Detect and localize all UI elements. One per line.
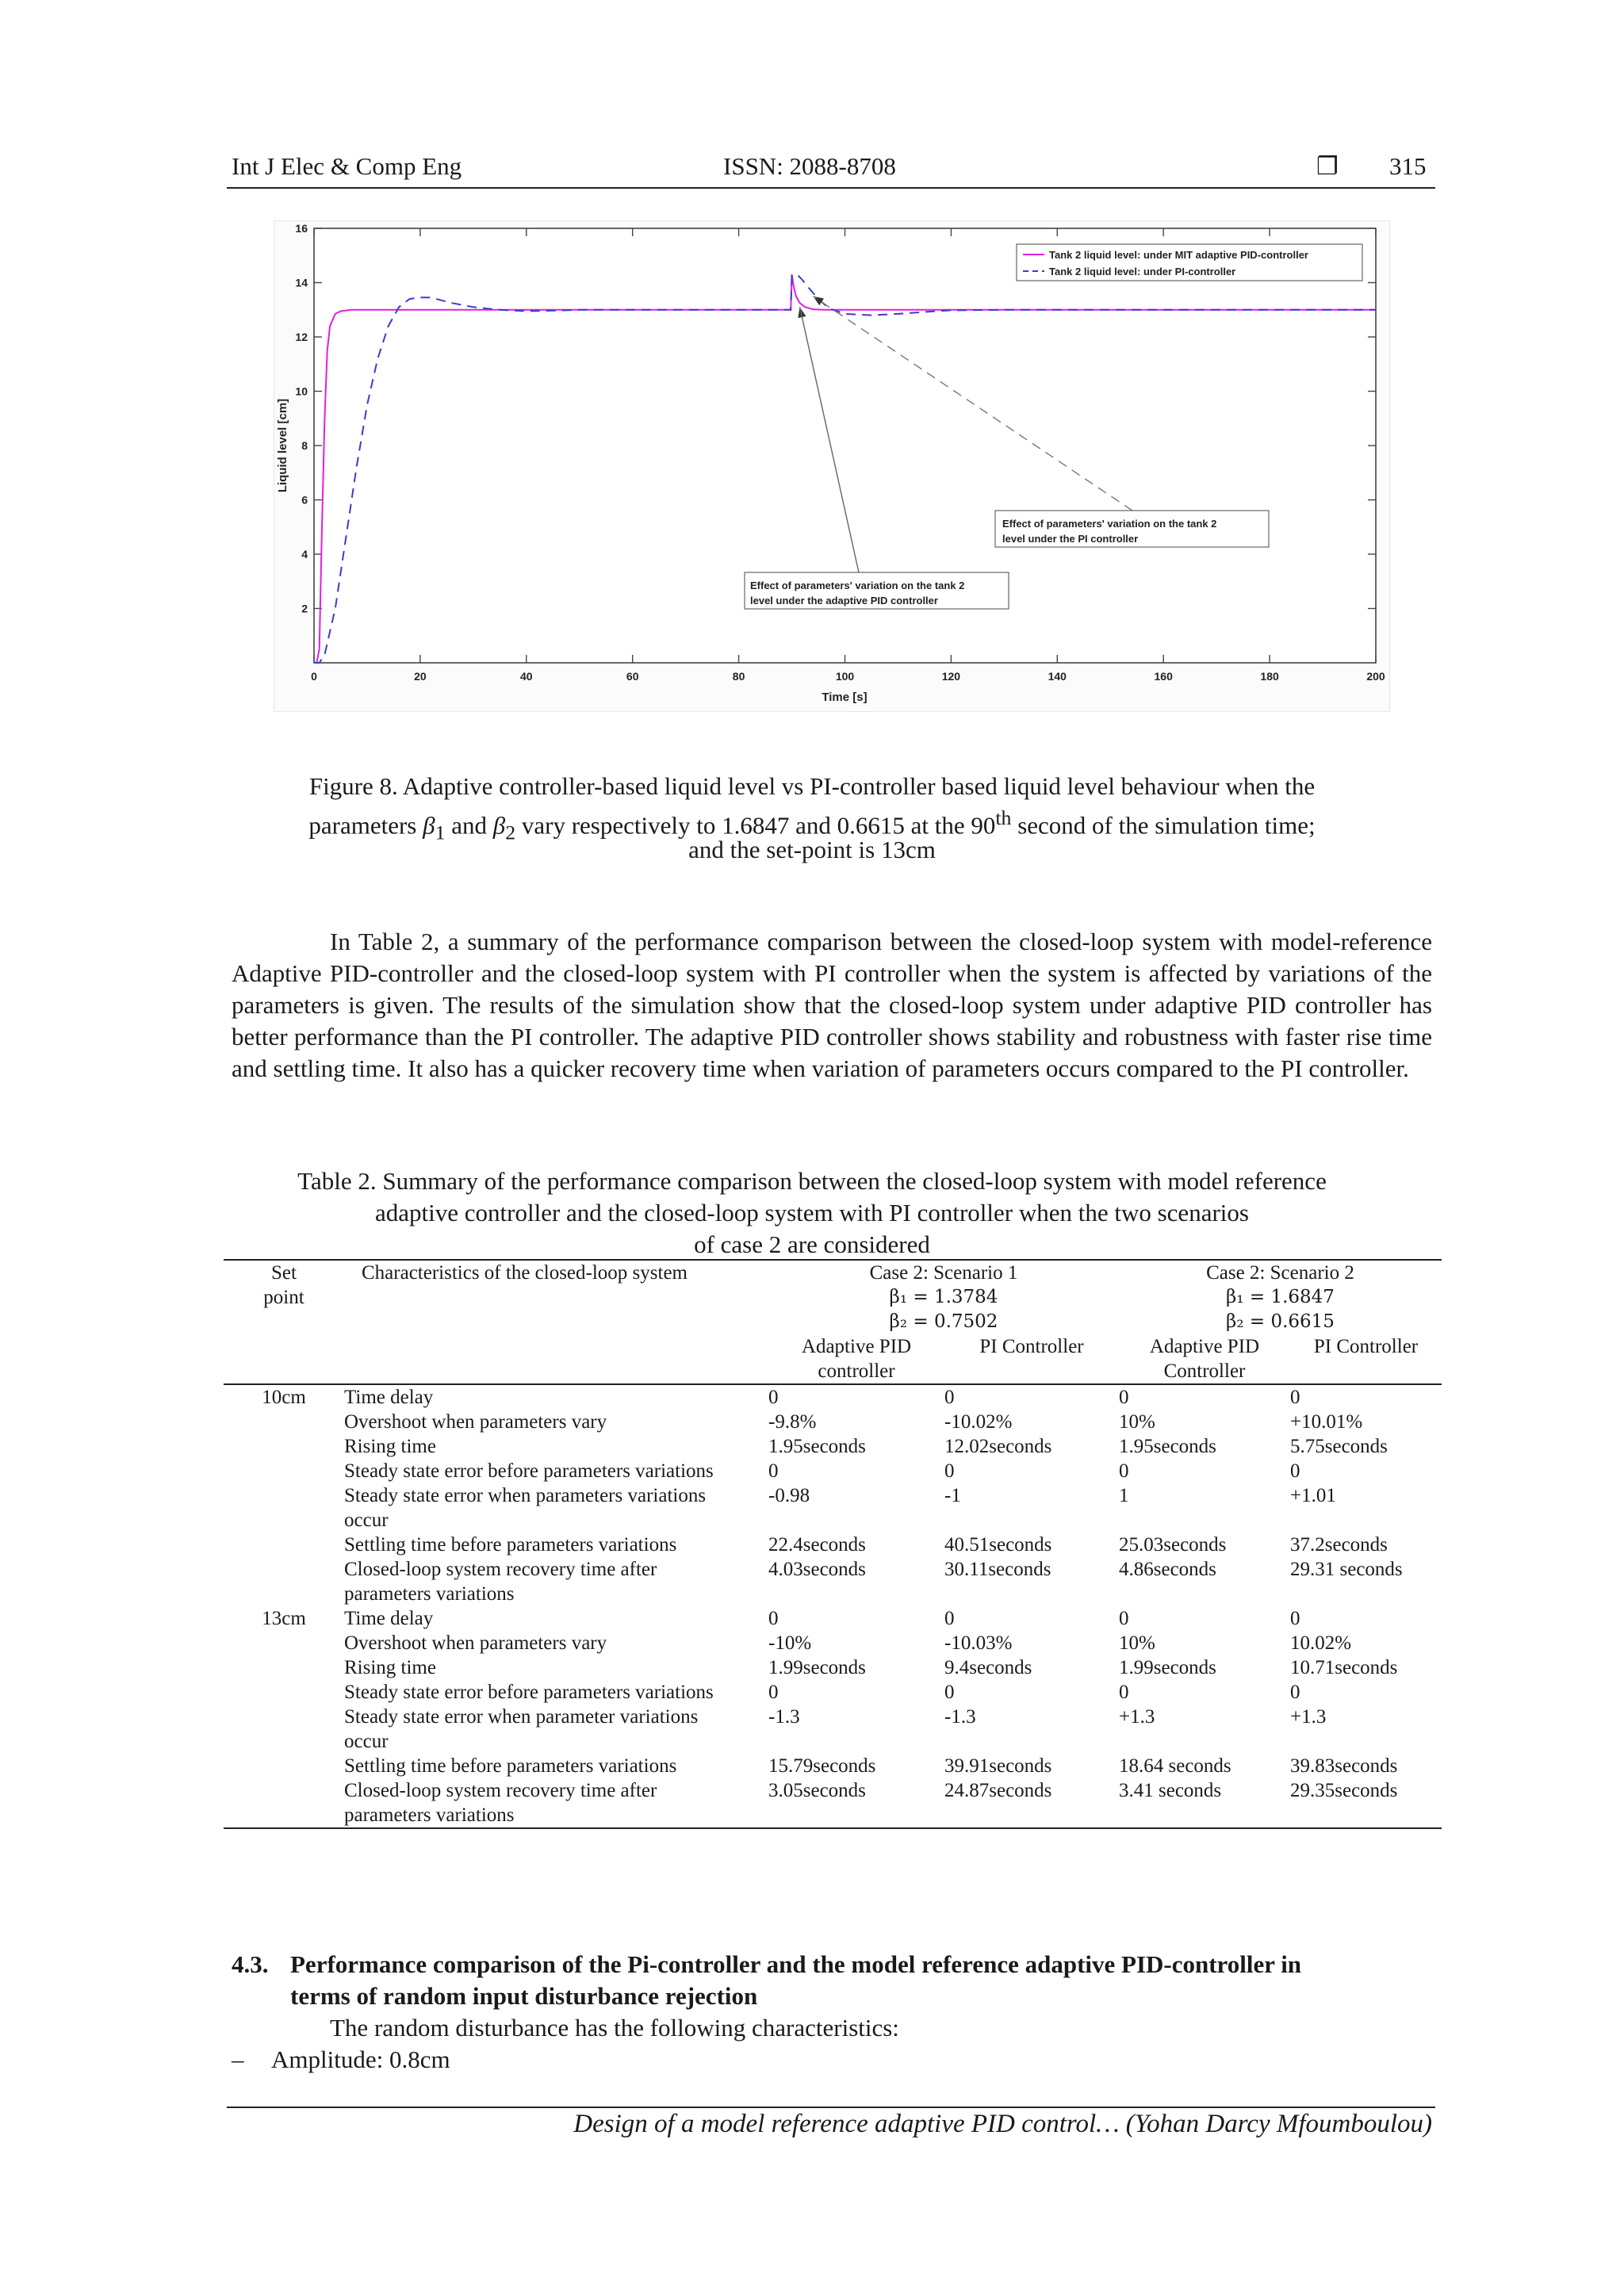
cell-scenario1-pi: 0 [944, 1387, 955, 1408]
issn: ISSN: 2088-8708 [723, 152, 896, 180]
cell-characteristic: Time delay [344, 1387, 434, 1408]
cell-characteristic: Steady state error when parameter variations occur [344, 1706, 699, 1752]
journal-name: Int J Elec & Comp Eng [232, 152, 462, 180]
cell-scenario1-adaptive: 0 [768, 1682, 779, 1703]
y-tick-label: 14 [295, 276, 308, 289]
cell-set-point [224, 1533, 344, 1557]
table-row [224, 1557, 1442, 1606]
cell-scenario2-adaptive: 1.95seconds [1119, 1436, 1216, 1457]
x-tick-label: 200 [1366, 670, 1385, 683]
table-row [224, 1483, 1442, 1533]
figure-caption-line3: and the set-point is 13cm [688, 836, 936, 863]
table-row [224, 1459, 1442, 1483]
page-number: 315 [1389, 152, 1427, 180]
cell-scenario1-adaptive: 15.79seconds [768, 1755, 876, 1777]
bullet-text: Amplitude: 0.8cm [271, 2045, 450, 2073]
cell-scenario2-pi: 29.35seconds [1290, 1778, 1442, 1828]
cell-scenario1-pi: 30.11seconds [944, 1559, 1051, 1580]
cell-scenario1-adaptive: 22.4seconds [768, 1534, 866, 1556]
table-row [224, 1631, 1442, 1655]
cell-characteristic: Steady state error when parameters variations occur [344, 1485, 707, 1531]
cell-scenario2-adaptive: 0 [1119, 1682, 1129, 1703]
cell-scenario1-adaptive: 3.05seconds [768, 1778, 944, 1828]
y-tick-label: 4 [301, 548, 308, 561]
box-glyph: ❐ [1316, 152, 1339, 180]
annotation-pid-line1: Effect of parameters' variation on the tank 2 [750, 580, 965, 591]
cell-set-point [224, 1483, 344, 1533]
cell-scenario2-pi: +10.01% [1290, 1411, 1363, 1433]
x-tick-label: 40 [520, 670, 533, 683]
y-axis-label: Liquid level [cm] [276, 398, 289, 493]
cell-set-point [224, 1459, 344, 1483]
section-title-line2: terms of random input disturbance rejection [290, 1982, 758, 2010]
table-caption-line1: Table 2. Summary of the performance comparison between the closed-loop system with model reference [297, 1167, 1327, 1195]
cell-scenario2-pi: 10.71seconds [1290, 1657, 1398, 1678]
table-caption-line3: of case 2 are considered [694, 1230, 930, 1258]
cell-scenario1-adaptive: -0.98 [768, 1485, 810, 1506]
cell-scenario2-pi: 29.31 seconds [1290, 1559, 1403, 1580]
annotation-pi-line1: Effect of parameters' variation on the tank 2 [1002, 518, 1217, 530]
footer-rule [227, 2107, 1435, 2108]
x-axis-label: Time [s] [822, 691, 868, 704]
section-title-line1: Performance comparison of the Pi-controller and the model reference adaptive PID-controller in [290, 1950, 1302, 1978]
cell-characteristic: Steady state error before parameters variations [344, 1460, 714, 1482]
cell-set-point [224, 1778, 344, 1828]
cell-scenario2-pi: 10.02% [1290, 1632, 1352, 1654]
cell-characteristic: Steady state error before parameters variations [344, 1682, 714, 1703]
x-tick-label: 160 [1154, 670, 1173, 683]
cell-scenario1-pi: 0 [944, 1608, 955, 1629]
figure-caption-line1: Figure 8. Adaptive controller-based liquid level vs PI-controller based liquid level behaviour when the [308, 772, 1316, 800]
x-tick-label: 80 [732, 670, 745, 683]
header-sub-pi-1: PI Controller [944, 1334, 1119, 1384]
cell-scenario2-adaptive: 25.03seconds [1119, 1534, 1227, 1556]
body-paragraph [232, 926, 1432, 1085]
annotation-pi-line2: level under the PI controller [1002, 533, 1139, 545]
figure-8-chart [274, 220, 1390, 712]
cell-characteristic: Closed-loop system recovery time after parameters variations [344, 1778, 768, 1828]
x-tick-label: 20 [414, 670, 427, 683]
body-paragraph-text: In Table 2, a summary of the performance comparison between the closed-loop system with model-reference Adaptive PID-controller and the closed-loop system with PI controller when the system is affected by variations of the parameters is given. The results of the simulation show that the closed-loop system under adaptive PID controller has better performance than the PI controller. The adaptive PID controller shows stability and robustness with faster rise time and settling time. It also has a quicker recovery time when variation of parameters occurs compared to the PI controller. [232, 928, 1432, 1082]
cell-scenario1-pi: -1.3 [944, 1706, 976, 1728]
x-tick-label: 0 [311, 670, 317, 683]
cell-scenario2-pi: 37.2seconds [1290, 1534, 1388, 1556]
header-scenario1-beta2: β₂ = 0.7502 [889, 1311, 998, 1332]
cell-scenario1-adaptive: -10% [768, 1632, 812, 1654]
caption-beta2-sub: 2 [505, 821, 516, 844]
cell-set-point [224, 1680, 344, 1705]
cell-scenario2-adaptive: 0 [1119, 1387, 1129, 1408]
cell-scenario1-pi: -1 [944, 1485, 961, 1506]
header-sub-pi-2: PI Controller [1290, 1334, 1442, 1384]
table-row [224, 1434, 1442, 1459]
cell-scenario2-adaptive: 4.86seconds [1119, 1559, 1216, 1580]
x-tick-label: 100 [835, 670, 855, 683]
cell-characteristic: Settling time before parameters variations [344, 1755, 677, 1777]
table-row [224, 1606, 1442, 1631]
cell-scenario1-pi: 0 [944, 1682, 955, 1703]
header-set-point: Set point [224, 1260, 344, 1334]
cell-characteristic: Time delay [344, 1608, 434, 1629]
caption-beta1: β [423, 811, 435, 840]
y-tick-label: 16 [295, 222, 308, 235]
x-tick-label: 140 [1048, 670, 1067, 683]
caption-text-a: parameters [308, 811, 417, 840]
header-scenario1-title: Case 2: Scenario 1 [768, 1260, 1119, 1285]
cell-scenario2-adaptive: 1 [1119, 1485, 1129, 1506]
cell-scenario2-adaptive: +1.3 [1119, 1706, 1155, 1728]
cell-scenario2-adaptive: 10% [1119, 1411, 1155, 1433]
section-number: 4.3. [232, 1950, 269, 1978]
cell-scenario1-adaptive: 0 [768, 1460, 779, 1482]
header-rule [227, 187, 1435, 189]
x-tick-label: 180 [1260, 670, 1279, 683]
cell-scenario2-pi: +1.01 [1290, 1485, 1336, 1506]
bullet-item [232, 2044, 450, 2076]
y-tick-label: 8 [301, 439, 308, 452]
cell-characteristic: Rising time [344, 1436, 436, 1457]
cell-scenario2-adaptive: 0 [1119, 1460, 1129, 1482]
table-row [224, 1705, 1442, 1754]
cell-scenario1-pi: 40.51seconds [944, 1534, 1052, 1556]
cell-scenario1-adaptive: 0 [768, 1608, 779, 1629]
cell-set-point [224, 1410, 344, 1434]
cell-scenario1-adaptive: 1.99seconds [768, 1657, 866, 1678]
cell-set-point: 13cm [262, 1608, 306, 1629]
cell-set-point [224, 1557, 344, 1606]
cell-scenario1-adaptive: 1.95seconds [768, 1436, 866, 1457]
cell-scenario2-adaptive: 3.41 seconds [1119, 1778, 1290, 1828]
header-sub-adaptive-2: Adaptive PID Controller [1119, 1334, 1290, 1384]
cell-scenario1-pi: 24.87seconds [944, 1778, 1119, 1828]
x-tick-label: 120 [941, 670, 961, 683]
cell-scenario2-adaptive: 1.99seconds [1119, 1657, 1216, 1678]
header-scenario2-beta1: β₁ = 1.6847 [1226, 1287, 1335, 1307]
cell-scenario1-adaptive: 0 [768, 1387, 779, 1408]
table-row [224, 1533, 1442, 1557]
cell-set-point [224, 1631, 344, 1655]
y-tick-label: 2 [301, 602, 308, 615]
cell-scenario2-pi: 0 [1290, 1460, 1300, 1482]
section-intro: The random disturbance has the following characteristics: [330, 2014, 899, 2042]
chart-legend [1017, 244, 1362, 281]
cell-scenario1-pi: 0 [944, 1460, 955, 1482]
cell-scenario1-pi: -10.02% [944, 1411, 1013, 1433]
table-row [224, 1655, 1442, 1680]
caption-text-d: second of the simulation time; [1011, 811, 1316, 840]
header-scenario2-title: Case 2: Scenario 2 [1119, 1260, 1442, 1285]
cell-scenario1-pi: 9.4seconds [944, 1657, 1032, 1678]
section-heading [232, 1949, 1432, 2012]
header-scenario1-beta1: β₁ = 1.3784 [889, 1287, 998, 1307]
cell-scenario2-pi: 0 [1290, 1608, 1300, 1629]
cell-scenario2-pi: +1.3 [1290, 1706, 1327, 1728]
table-row [224, 1410, 1442, 1434]
table-caption-line2: adaptive controller and the closed-loop system with PI controller when the two scenarios [375, 1199, 1249, 1226]
y-tick-label: 10 [295, 385, 308, 398]
caption-sup: th [995, 806, 1012, 829]
cell-scenario1-pi: 39.91seconds [944, 1755, 1052, 1777]
cell-characteristic: Closed-loop system recovery time after parameters variations [344, 1559, 657, 1605]
cell-scenario2-adaptive: 0 [1119, 1608, 1129, 1629]
cell-set-point [224, 1754, 344, 1778]
cell-scenario1-pi: -10.03% [944, 1632, 1013, 1654]
header-sub-adaptive-1: Adaptive PID controller [768, 1334, 944, 1384]
table-row [224, 1680, 1442, 1705]
caption-text-b: and [451, 811, 488, 840]
cell-scenario1-pi: 12.02seconds [944, 1436, 1052, 1457]
cell-scenario1-adaptive: 4.03seconds [768, 1559, 866, 1580]
cell-scenario2-pi: 39.83seconds [1290, 1755, 1398, 1777]
cell-set-point [224, 1705, 344, 1754]
x-tick-label: 60 [626, 670, 639, 683]
table-row [224, 1384, 1442, 1410]
cell-set-point [224, 1434, 344, 1459]
annotation-pid-line2: level under the adaptive PID controller [750, 595, 938, 607]
cell-characteristic: Overshoot when parameters vary [344, 1411, 607, 1433]
cell-scenario2-adaptive: 10% [1119, 1632, 1155, 1654]
cell-scenario1-adaptive: -1.3 [768, 1706, 800, 1728]
performance-table [224, 1259, 1442, 1829]
legend-label-pi: Tank 2 liquid level: under PI-controller [1049, 266, 1236, 277]
header-scenario2-beta2: β₂ = 0.6615 [1226, 1311, 1335, 1332]
caption-beta1-sub: 1 [435, 821, 446, 844]
cell-scenario2-pi: 5.75seconds [1290, 1436, 1388, 1457]
y-tick-label: 12 [295, 331, 308, 343]
cell-set-point: 10cm [262, 1387, 306, 1408]
cell-characteristic: Rising time [344, 1657, 436, 1678]
legend-label-pid: Tank 2 liquid level: under MIT adaptive PID-controller [1049, 249, 1308, 261]
table-row [224, 1778, 1442, 1828]
cell-scenario2-pi: 0 [1290, 1682, 1300, 1703]
caption-beta2: β [492, 811, 506, 840]
caption-text-c: vary respectively to 1.6847 and 0.6615 at the 90 [515, 811, 996, 840]
bullet-marker: – [232, 2045, 244, 2073]
header-characteristics: Characteristics of the closed-loop system [344, 1260, 768, 1334]
cell-scenario2-pi: 0 [1290, 1387, 1300, 1408]
cell-set-point [224, 1655, 344, 1680]
y-tick-label: 6 [301, 493, 308, 507]
cell-characteristic: Settling time before parameters variations [344, 1534, 677, 1556]
cell-scenario2-adaptive: 18.64 seconds [1119, 1755, 1231, 1777]
table-row [224, 1754, 1442, 1778]
cell-characteristic: Overshoot when parameters vary [344, 1632, 607, 1654]
cell-scenario1-adaptive: -9.8% [768, 1411, 817, 1433]
footer-text: Design of a model reference adaptive PID control… (Yohan Darcy Mfoumboulou) [573, 2110, 1432, 2138]
